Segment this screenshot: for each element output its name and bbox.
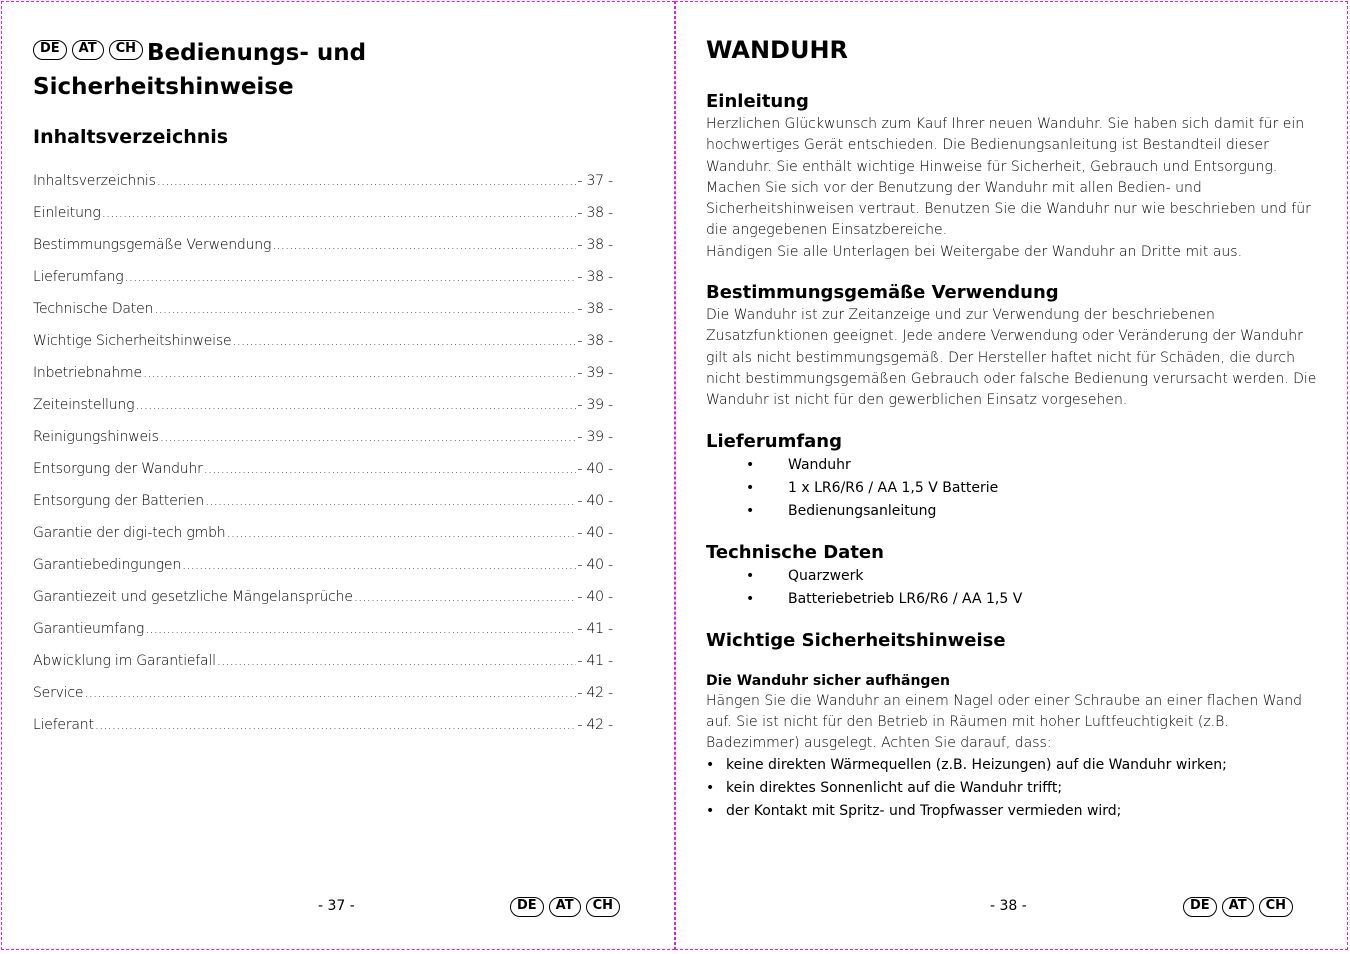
toc-entry-title: Bestimmungsgemäße Verwendung (33, 237, 272, 253)
section-delivery (706, 430, 1318, 523)
country-badge-at: AT (1222, 897, 1254, 917)
section-heading: Bestimmungsgemäße Verwendung (706, 282, 1059, 304)
toc-entry-title: Entsorgung der Wanduhr (33, 461, 203, 477)
country-badge-ch: CH (109, 40, 143, 60)
toc-entry-page: - 39 - (577, 397, 613, 413)
table-of-contents (33, 173, 613, 749)
toc-leader-dots (157, 173, 577, 189)
toc-leader-dots (204, 461, 577, 477)
list-item (706, 754, 1318, 777)
country-badge-ch: CH (1259, 897, 1293, 917)
toc-entry-title: Lieferumfang (33, 269, 124, 285)
list-item (746, 565, 1318, 588)
toc-entry[interactable] (33, 653, 613, 685)
paragraph: Herzlichen Glückwunsch zum Kauf Ihrer neuen Wanduhr. Sie haben sich damit für ein hochwertiges Gerät entschieden. Die Bedienungsanleitung ist Bestandteil dieser Wanduhr. Sie enthält wichtige Hinweise für Sicherheit, Gebrauch und Entsorgung. Machen Sie sich vor der Benutzung der Wanduhr mit allen Bedien- und Sicherheitshinweisen vertraut. Benutzen Sie die Wanduhr nur wie beschrieben und für die angegebenen Einsatzbereiche. (706, 116, 1311, 239)
paragraph: Die Wanduhr ist zur Zeitanzeige und zur Verwendung der beschriebenen Zusatzfunktionen geeignet. Jede andere Verwendung oder Veränderung der Wanduhr gilt als nicht bestimmungsgemäß. Der Hersteller haftet nicht für Schäden, die durch nicht bestimmungsgemäßen Gebrauch oder falsche Bedienung verursacht werden. Die Wanduhr ist nicht für den gewerblichen Einsatz vorgesehen. (706, 307, 1317, 409)
toc-entry[interactable] (33, 301, 613, 333)
toc-leader-dots (135, 397, 576, 413)
list-item (746, 588, 1318, 611)
section-heading: Wichtige Sicherheitshinweise (706, 629, 1006, 651)
left-page (1, 1, 675, 950)
list-item-text: kein direktes Sonnenlicht auf die Wanduhr trifft; (726, 780, 1063, 797)
toc-entry-title: Service (33, 685, 84, 701)
toc-entry[interactable] (33, 621, 613, 653)
subsection-heading: Die Wanduhr sicher aufhängen (706, 672, 950, 689)
section-safety (706, 629, 1318, 824)
list-item (706, 777, 1318, 800)
toc-entry-title: Lieferant (33, 717, 94, 733)
section-tech (706, 541, 1318, 611)
toc-entry-page: - 42 - (577, 717, 613, 733)
toc-leader-dots (154, 301, 576, 317)
toc-leader-dots (217, 653, 577, 669)
title-line-2: Sicherheitshinweise (33, 74, 294, 100)
country-badges (33, 40, 143, 60)
list-item-text: Batteriebetrieb LR6/R6 / AA 1,5 V (788, 590, 1023, 607)
list-item (746, 477, 1318, 500)
toc-entry-title: Inbetriebnahme (33, 365, 142, 381)
toc-entry-title: Zeiteinstellung (33, 397, 135, 413)
paragraph: Hängen Sie die Wanduhr an einem Nagel oder einer Schraube an einer flachen Wand auf. Sie ist nicht für den Betrieb in Räumen mit hoher Luftfeuchtigkeit (z.B. Badezimmer) ausgelegt. Achten Sie darauf, dass: (706, 692, 1302, 752)
country-badge-de: DE (1183, 897, 1217, 917)
toc-entry-title: Garantiezeit und gesetzliche Mängelansprüche (33, 589, 353, 605)
toc-entry[interactable] (33, 365, 613, 397)
toc-leader-dots (226, 525, 576, 541)
list-item (746, 454, 1318, 477)
toc-entry-title: Einleitung (33, 205, 101, 221)
toc-entry-page: - 38 - (577, 333, 613, 349)
delivery-list (706, 454, 1318, 523)
bullet: • (746, 456, 755, 473)
list-item (746, 500, 1318, 523)
toc-entry-title: Abwicklung im Garantiefall (33, 653, 216, 669)
toc-leader-dots (272, 237, 576, 253)
toc-entry-page: - 38 - (577, 237, 613, 253)
toc-leader-dots (205, 493, 576, 509)
page-number: - 38 - (990, 898, 1027, 914)
safety-list (706, 754, 1318, 823)
toc-entry-page: - 40 - (577, 461, 613, 477)
toc-entry[interactable] (33, 429, 613, 461)
bullet: • (746, 502, 755, 519)
toc-entry[interactable] (33, 397, 613, 429)
toc-entry-title: Garantieumfang (33, 621, 145, 637)
toc-entry[interactable] (33, 237, 613, 269)
bullet: • (706, 780, 715, 797)
page-number: - 37 - (318, 898, 355, 914)
toc-entry[interactable] (33, 493, 613, 525)
toc-leader-dots (182, 557, 576, 573)
section-usage (706, 281, 1318, 411)
toc-entry-page: - 40 - (577, 557, 613, 573)
toc-entry[interactable] (33, 557, 613, 589)
product-title: WANDUHR (706, 36, 849, 64)
toc-leader-dots (232, 333, 576, 349)
toc-heading: Inhaltsverzeichnis (33, 126, 229, 148)
bullet: • (746, 590, 755, 607)
bullet: • (746, 479, 755, 496)
toc-entry-page: - 42 - (577, 685, 613, 701)
toc-leader-dots (160, 429, 577, 445)
section-heading: Technische Daten (706, 541, 884, 563)
toc-leader-dots (354, 589, 577, 605)
toc-leader-dots (125, 269, 577, 285)
toc-entry-page: - 37 - (577, 173, 613, 189)
list-item-text: der Kontakt mit Spritz- und Tropfwasser vermieden wird; (726, 803, 1122, 820)
list-item-text: keine direkten Wärmequellen (z.B. Heizungen) auf die Wanduhr wirken; (726, 757, 1227, 774)
paragraph: Händigen Sie alle Unterlagen bei Weitergabe der Wanduhr an Dritte mit aus. (706, 243, 1243, 260)
bullet: • (706, 757, 715, 774)
toc-entry-page: - 41 - (577, 621, 613, 637)
section-intro (706, 90, 1318, 263)
toc-entry-page: - 39 - (577, 429, 613, 445)
list-item-text: Quarzwerk (788, 567, 864, 584)
country-badge-de: DE (33, 40, 67, 60)
country-badge-ch: CH (586, 897, 620, 917)
toc-entry-title: Garantiebedingungen (33, 557, 182, 573)
toc-leader-dots (143, 365, 576, 381)
bullet: • (706, 803, 715, 820)
main-content (706, 90, 1318, 841)
toc-entry-title: Garantie der digi-tech gmbh (33, 525, 226, 541)
toc-entry-title: Reinigungshinweis (33, 429, 159, 445)
toc-leader-dots (102, 205, 577, 221)
footer-country-badges (1183, 897, 1293, 917)
toc-entry-title: Technische Daten (33, 301, 154, 317)
country-badge-at: AT (549, 897, 581, 917)
toc-entry-page: - 38 - (577, 301, 613, 317)
section-heading: Lieferumfang (706, 430, 843, 452)
toc-entry[interactable] (33, 525, 613, 557)
list-item (706, 800, 1318, 823)
toc-entry-title: Wichtige Sicherheitshinweise (33, 333, 232, 349)
toc-entry-page: - 41 - (577, 653, 613, 669)
toc-entry-page: - 40 - (577, 525, 613, 541)
toc-entry[interactable] (33, 461, 613, 493)
list-item-text: Bedienungsanleitung (788, 502, 937, 519)
toc-leader-dots (145, 621, 576, 637)
list-item-text: Wanduhr (788, 456, 851, 473)
toc-entry[interactable] (33, 173, 613, 205)
toc-entry[interactable] (33, 717, 613, 749)
toc-entry[interactable] (33, 269, 613, 301)
toc-entry-title: Entsorgung der Batterien (33, 493, 204, 509)
section-heading: Einleitung (706, 91, 809, 112)
toc-entry-page: - 40 - (577, 589, 613, 605)
footer-country-badges (510, 897, 620, 917)
toc-entry[interactable] (33, 205, 613, 237)
toc-entry[interactable] (33, 333, 613, 365)
tech-list (706, 565, 1318, 611)
page-title (33, 36, 633, 104)
list-item-text: 1 x LR6/R6 / AA 1,5 V Batterie (788, 479, 999, 496)
toc-leader-dots (95, 717, 577, 733)
toc-entry-page: - 38 - (577, 269, 613, 285)
toc-entry-title: Inhaltsverzeichnis (33, 173, 156, 189)
toc-entry[interactable] (33, 685, 613, 717)
toc-entry-page: - 40 - (577, 493, 613, 509)
toc-entry[interactable] (33, 589, 613, 621)
country-badge-at: AT (72, 40, 104, 60)
toc-entry-page: - 39 - (577, 365, 613, 381)
country-badge-de: DE (510, 897, 544, 917)
title-line-1: Bedienungs- und (147, 40, 367, 66)
toc-leader-dots (84, 685, 576, 701)
right-page (675, 1, 1348, 950)
bullet: • (746, 567, 755, 584)
toc-entry-page: - 38 - (577, 205, 613, 221)
